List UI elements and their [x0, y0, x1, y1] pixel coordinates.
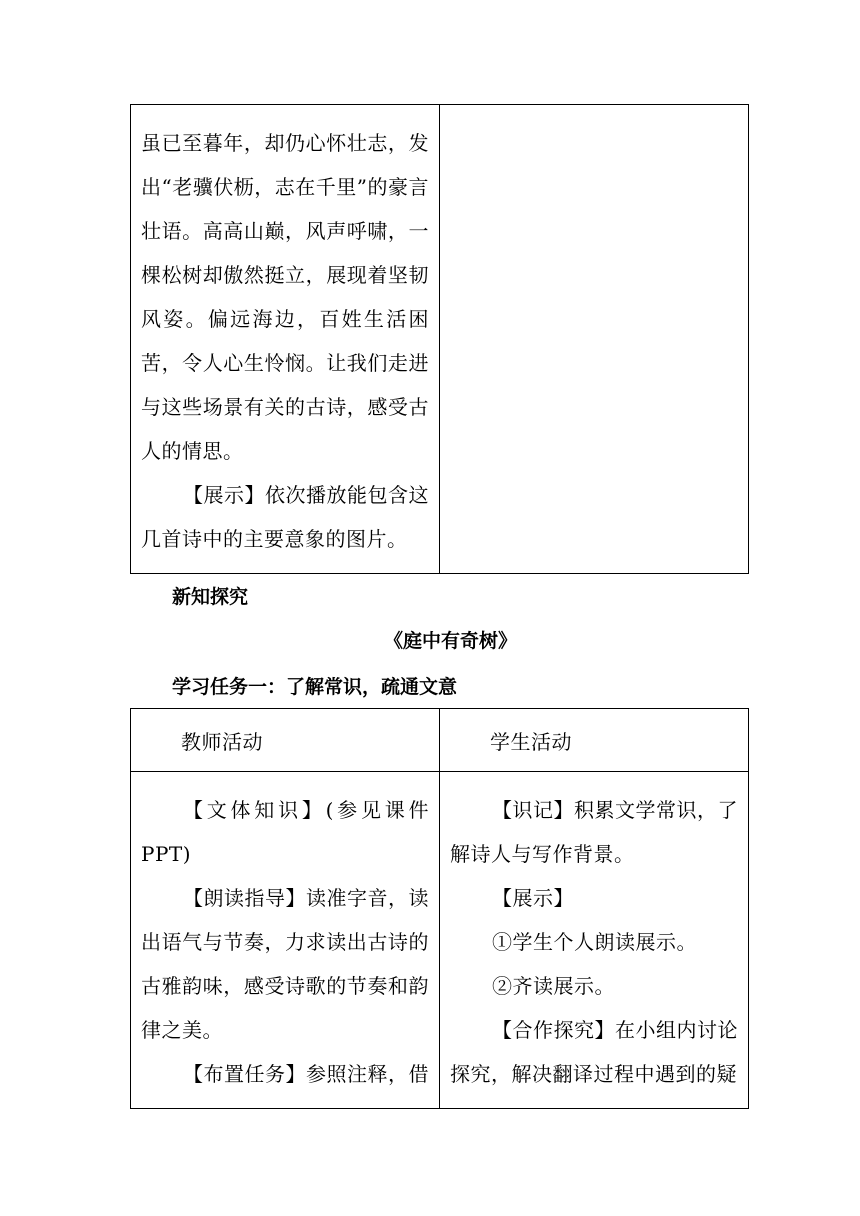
student-paragraph: 【展示】 — [492, 886, 574, 910]
intro-paragraph: 虽已至暮年，却仍心怀壮志，发出“老骥伏枥，志在千里”的豪言壮语。高高山巅，风声呼啸，一棵松树却傲然挺立，展现着坚韧风姿。偏远海边，百姓生活困苦，令人心生怜悯。让我们走进与这些场景有关的古诗，感受古人的情思。 — [141, 131, 429, 463]
task-heading: 学习任务一：了解常识，疏通文意 — [172, 676, 458, 698]
teacher-paragraph: 【布置任务】参照注释，借 — [183, 1062, 429, 1086]
student-paragraph: ①学生个人朗读展示。 — [492, 930, 697, 954]
teacher-header: 教师活动 — [181, 729, 263, 754]
teacher-header-cell — [131, 709, 440, 772]
teacher-activity-cell — [131, 772, 440, 1109]
student-paragraph: 【合作探究】在小组内讨论探究，解决翻译过程中遇到的疑 — [450, 1018, 738, 1086]
intro-left-cell — [131, 105, 440, 574]
student-header: 学生活动 — [490, 729, 572, 754]
teacher-paragraph: 【文体知识】(参见课件PPT) — [141, 798, 429, 866]
student-paragraph: ②齐读展示。 — [492, 974, 615, 998]
teacher-paragraph: 【朗读指导】读准字音，读出语气与节奏，力求读出古诗的古雅韵味，感受诗歌的节奏和韵律之美。 — [141, 886, 429, 1042]
student-header-cell — [440, 709, 749, 772]
activity-table — [130, 708, 749, 1109]
intro-table — [130, 104, 749, 574]
poem-title: 《庭中有奇树》 — [384, 630, 518, 652]
intro-right-cell — [440, 105, 749, 574]
intro-display-paragraph: 【展示】依次播放能包含这几首诗中的主要意象的图片。 — [141, 483, 429, 551]
student-paragraph: 【识记】积累文学常识，了解诗人与写作背景。 — [450, 798, 738, 866]
student-activity-cell — [440, 772, 749, 1109]
intro-right-text — [440, 105, 748, 127]
section-heading: 新知探究 — [172, 586, 249, 608]
